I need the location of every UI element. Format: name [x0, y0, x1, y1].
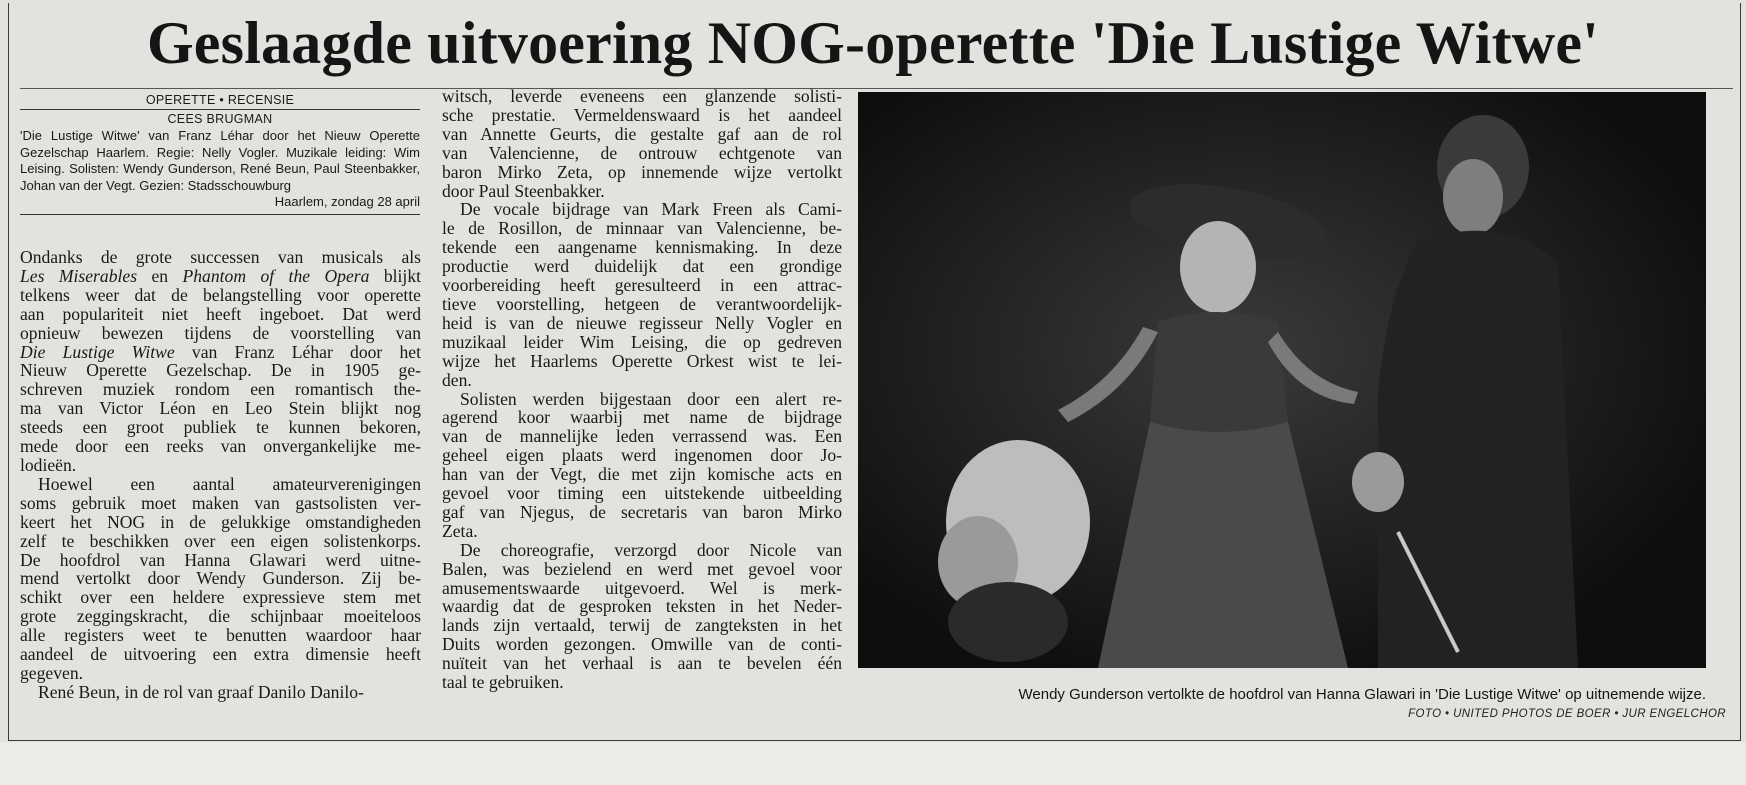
article-line: alle registers weet te benutten waardoor haar	[20, 625, 421, 646]
article-line: tekende een aangename kennismaking. In deze	[442, 237, 842, 258]
article-column-2	[442, 87, 842, 692]
article-line: Die Lustige Witwe van Franz Léhar door het	[20, 341, 422, 362]
article-line: lands zijn vertaald, terwij de zangteksten in het	[442, 615, 842, 636]
article-line: De hoofdrol van Hanna Glawari werd uitne-	[20, 549, 421, 570]
photo-credit: FOTO • UNITED PHOTOS DE BOER • JUR ENGELCHOR	[1408, 708, 1726, 720]
article-line: aandeel de uitvoering een extra dimensie heeft	[20, 644, 421, 665]
article-line: tieve voorstelling, hetgeen de verantwoordelijk-	[442, 293, 842, 314]
article-line: zelf te beschikken over een eigen solistenkorps.	[20, 530, 421, 551]
photo-caption: Wendy Gunderson vertolkte de hoofdrol van Hanna Glawari in 'Die Lustige Witwe' op uitnemende wijze.	[1018, 686, 1706, 703]
article-line: ma van Victor Léon en Leo Stein blijkt nog	[20, 398, 421, 419]
article-line: Balen, was bezielend en werd met gevoel voor	[442, 558, 842, 579]
byline: CEES BRUGMAN	[167, 112, 273, 126]
article-line: gaf van Njegus, de secretaris van baron Mirko	[442, 501, 842, 522]
article-line: sche prestatie. Vermeldenswaard is het aandeel	[442, 104, 842, 125]
article-line: taal te gebruiken.	[442, 672, 564, 693]
info-line: Wim Leising. Solisten: Wendy Gunderson, René Beun, Paul	[20, 144, 420, 176]
article-line: le de Rosillon, de minnaar van Valencienne, be-	[442, 218, 842, 239]
article-line: witsch, leverde eveneens een glanzende solisti-	[442, 86, 842, 106]
article-line: mend vertolkt door Wendy Gunderson. Zij be-	[20, 568, 421, 589]
article-line: telkens weer dat de belangstelling voor operette	[20, 284, 421, 305]
article-line: Hoewel een aantal amateurverenigingen	[38, 473, 421, 494]
photo-illustration	[858, 92, 1706, 668]
meta-rule	[20, 214, 420, 215]
article-line: aan populariteit niet heeft ingeboet. Dat werd	[20, 303, 421, 324]
review-meta	[20, 92, 420, 215]
article-line: grote zeggingskracht, die schijnbaar moeiteloos	[20, 606, 421, 627]
article-line: han van der Vegt, die met zijn komische acts en	[442, 464, 842, 485]
article-line: door Paul Steenbakker.	[442, 180, 605, 201]
stage-photo	[858, 92, 1706, 668]
article-line: van Annette Geurts, die gestalte gaf aan de rol	[442, 123, 842, 144]
article-line: amusementswaarde uitgevoerd. Wel is merk-	[442, 577, 842, 598]
article-line: baron Mirko Zeta, op innemende wijze vertolkt	[442, 161, 842, 182]
article-line: Zeta.	[442, 520, 478, 541]
article-line: productie werd duidelijk dat een grondige	[442, 256, 842, 277]
article-line: nuïteit van het verhaal is aan te bevelen één	[442, 653, 842, 674]
article-line: agerend koor waarbij met name de bijdrage	[442, 407, 842, 428]
article-line: gegeven.	[20, 662, 84, 683]
article-line: voorbereiding heeft geresulteerd in een attrac-	[442, 275, 842, 296]
article-line: Nieuw Operette Gezelschap. De in 1905 ge-	[20, 360, 421, 381]
headline: Geslaagde uitvoering NOG-operette 'Die Lustige Witwe'	[146, 10, 1600, 76]
article-line: De vocale bijdrage van Mark Freen als Cami-	[460, 199, 842, 220]
article-line: soms gebruik moet maken van gastsolisten ver-	[20, 492, 421, 513]
article-column-1	[20, 248, 421, 702]
production-info	[20, 128, 420, 211]
article-line: De choreografie, verzorgd door Nicole van	[460, 539, 842, 560]
info-line: 'Die Lustige Witwe' van Franz Léhar door het Nieuw Operette	[20, 128, 420, 143]
article-line: Solisten werden bijgestaan door een alert re-	[460, 388, 842, 409]
article-line: schreven muziek rondom een romantisch the-	[20, 379, 421, 400]
article-line: wijze het Haarlems Operette Orkest wist te lei-	[442, 350, 842, 371]
article-line: opnieuw bewezen tijdens de voorstelling van	[20, 322, 421, 343]
article-line: van de mannelijke leden verrassend was. Een	[442, 426, 842, 447]
headline-rule	[20, 88, 1733, 89]
article-line: lodieën.	[20, 454, 77, 475]
article-line: gevoel voor timing een uitstekende uitbeelding	[442, 483, 842, 504]
article-line: René Beun, in de rol van graaf Danilo Danilo-	[38, 681, 364, 702]
info-line: Haarlem, zondag 28 april	[274, 194, 420, 209]
kicker: OPERETTE • RECENSIE	[145, 93, 295, 107]
info-line: Gezelschap Haarlem. Regie: Nelly Vogler. Muzikale leiding:	[20, 144, 387, 160]
article-line: steeds een groot publiek te kunnen bekoren,	[20, 417, 421, 438]
article-line: mede door een reeks van onvergankelijke me-	[20, 436, 421, 457]
info-line: Steenbakker, Johan van der Vegt. Gezien: Stadsschouwburg	[20, 161, 420, 193]
article-line: waardig dat de gesproken teksten in het Neder-	[442, 596, 842, 617]
article-line: keert het NOG in de gelukkige omstandigheden	[20, 511, 421, 532]
article-line: Duits worden gezongen. Omwille van de conti-	[442, 634, 842, 655]
article-line: muzikaal leider Wim Leising, die op gedreven	[442, 331, 842, 352]
article-line: Ondanks de grote successen van musicals als	[20, 247, 421, 267]
article-line: Les Miserables en Phantom of the Opera blijkt	[20, 265, 422, 286]
article-line: heid is van de nieuwe regisseur Nelly Vogler en	[442, 312, 842, 333]
article-line: schikt over een heldere expressieve stem met	[20, 587, 421, 608]
paper-margin	[0, 742, 1746, 785]
article-line: van Valencienne, de ontrouw echtgenote van	[442, 142, 842, 163]
article-line: den.	[442, 369, 472, 390]
article-line: geheel eigen plaats werd ingenomen door Jo-	[442, 445, 842, 466]
kicker-rule	[20, 109, 420, 110]
